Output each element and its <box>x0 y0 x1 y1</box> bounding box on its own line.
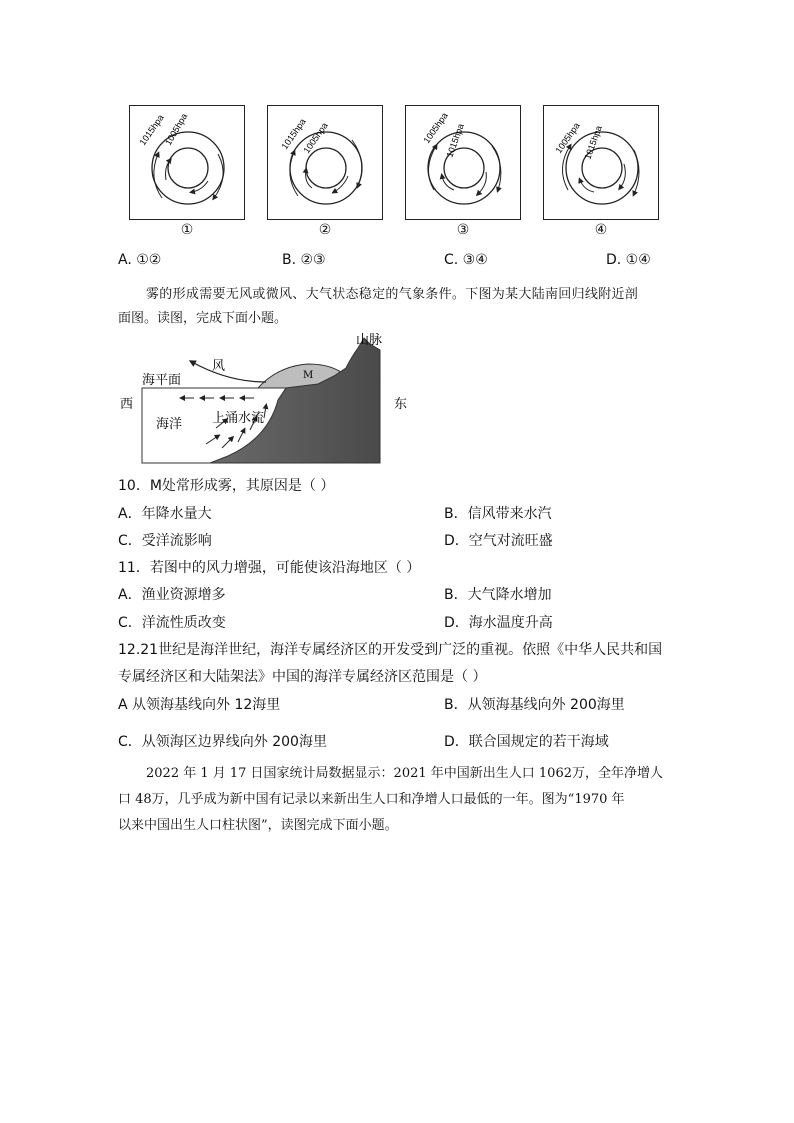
q10-option-d: D．空气对流旺盛 <box>444 533 553 549</box>
figure-2-box <box>267 105 383 220</box>
isobar-inner-label: 1005hpa <box>301 120 330 156</box>
ocean-label: 海洋 <box>156 417 183 432</box>
figure-1-box <box>129 105 245 220</box>
isobar-inner-label: 1005hpa <box>163 111 190 147</box>
fog-intro-line-2: 面图。读图，完成下面小题。 <box>118 311 288 326</box>
q12-option-d: D．联合国规定的若干海域 <box>444 734 609 750</box>
pop-intro-line-2: 口 48万，几乎成为新中国有记录以来新出生人口和净增人口最低的一年。图为“1970 年 <box>118 792 625 807</box>
isobar-inner-label: 1015hpa <box>444 122 466 159</box>
q11-option-b: B．大气降水增加 <box>444 587 552 603</box>
q11-option-d: D．海水温度升高 <box>444 615 553 631</box>
q12-stem-line-2: 专属经济区和大陆架法》中国的海洋专属经济区范围是（ ） <box>118 669 487 685</box>
isobar-inner-label: 1015hpa <box>582 124 604 161</box>
isobar-outer-label: 1005hpa <box>553 120 582 156</box>
q10-option-b: B．信风带来水汽 <box>444 506 552 522</box>
figure-1-label: ① <box>180 222 194 238</box>
pressure-diagram-4 <box>544 106 660 221</box>
figure-4-box <box>543 105 659 220</box>
q9-option-b: B. ②③ <box>282 252 326 268</box>
isobar-outer-label: 1015hpa <box>137 112 166 148</box>
q9-option-a: A. ①② <box>118 252 162 268</box>
q12-stem-line-1: 12.21世纪是海洋世纪，海洋专属经济区的开发受到广泛的重视。依照《中华人民共和国 <box>118 642 663 658</box>
wind-label: 风 <box>212 359 226 374</box>
q12-option-b: B．从领海基线向外 200海里 <box>444 697 625 713</box>
pop-intro-line-3: 以来中国出生人口柱状图”，读图完成下面小题。 <box>118 818 398 833</box>
pressure-diagram-2 <box>268 106 384 221</box>
isobar-outer-label: 1015hpa <box>279 116 308 152</box>
q11-option-c: C．洋流性质改变 <box>118 615 226 631</box>
mountain-label: 山脉 <box>356 333 383 348</box>
figure-3-label: ③ <box>456 222 470 238</box>
pop-intro-line-1: 2022 年 1 月 17 日国家统计局数据显示：2021 年中国新出生人口 1062万，全年净增人 <box>146 766 663 781</box>
q12-option-c: C．从领海区边界线向外 200海里 <box>118 734 327 750</box>
q10-option-c: C．受洋流影响 <box>118 533 212 549</box>
q9-option-d: D. ①④ <box>606 252 651 268</box>
upwelling-label: 上涌水流 <box>212 411 265 426</box>
pressure-diagram-3 <box>406 106 522 221</box>
sea-level-label: 海平面 <box>142 373 182 388</box>
q10-stem: 10．M处常形成雾，其原因是（ ） <box>118 478 335 494</box>
q12-option-a: A 从领海基线向外 12海里 <box>118 697 281 713</box>
figure-4-label: ④ <box>594 222 608 238</box>
figure-2-label: ② <box>318 222 332 238</box>
fog-m-label: M <box>303 370 314 381</box>
pressure-diagram-1 <box>130 106 246 221</box>
q11-option-a: A．渔业资源增多 <box>118 587 226 603</box>
q11-stem: 11．若图中的风力增强，可能使该沿海地区（ ） <box>118 560 421 576</box>
fog-intro-line-1: 雾的形成需要无风或微风、大气状态稳定的气象条件。下图为某大陆南回归线附近剖 <box>146 287 639 302</box>
west-label: 西 <box>120 397 134 412</box>
q10-option-a: A．年降水量大 <box>118 506 212 522</box>
isobar-outer-label: 1005hpa <box>421 110 450 146</box>
coastal-cross-section-diagram <box>118 328 418 465</box>
east-label: 东 <box>394 397 408 412</box>
figure-3-box <box>405 105 521 220</box>
q9-option-c: C. ③④ <box>444 252 488 268</box>
